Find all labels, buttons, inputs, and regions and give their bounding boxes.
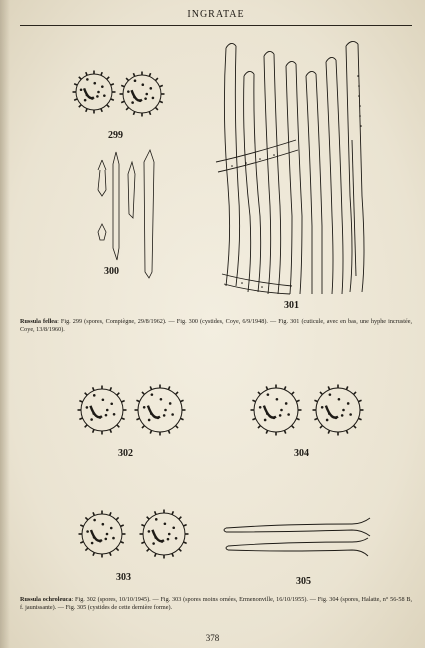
- figure-label-302: 302: [118, 448, 133, 459]
- page-number: 378: [205, 633, 220, 643]
- spore-drawing: [120, 72, 165, 117]
- figure-300-cystidia: [88, 148, 168, 280]
- species-name: Russula ochroleuca: [20, 596, 72, 603]
- figure-label-300: 300: [104, 266, 119, 277]
- figure-label-305: 305: [296, 576, 311, 587]
- figure-label-303: 303: [116, 572, 131, 583]
- figure-305-cystidia: [222, 512, 382, 592]
- species-name: Russula fellea: [20, 318, 58, 325]
- figure-label-299: 299: [108, 130, 123, 141]
- spore-ornament: [135, 385, 186, 436]
- figure-302-spores: [72, 376, 200, 460]
- spore-ornament: [78, 386, 127, 435]
- running-header: INGRATAE: [187, 9, 245, 20]
- figure-304-spores: [246, 380, 376, 460]
- spore-ornament: [313, 385, 364, 436]
- caption-text: : Fig. 299 (spores, Compiègne, 29/8/1962). — Fig. 300 (cystides, Coye, 6/9/1948). — Fig. 301 (cuticule, avec en bas, une hyphe incrustée, Coye, 13/8/1960).: [20, 318, 412, 333]
- caption-text: : Fig. 302 (spores, 10/10/1945). — Fig. 303 (spores moins ornées, Ermenonville, 16/10/1955). — Fig. 304 (spores, Halatte, n° 56-58 B, f. jaunissante). — Fig. 305 (cystides de cette dernière forme).: [20, 596, 412, 611]
- figure-label-304: 304: [294, 448, 309, 459]
- figure-299-spores: [68, 64, 178, 144]
- figure-301-cuticle: [212, 36, 380, 312]
- spore-drawing: [73, 71, 116, 114]
- caption-russula-ochroleuca: [20, 596, 412, 611]
- spore-ornament: [120, 72, 165, 117]
- spore-ornament: [140, 510, 189, 559]
- spore-ornament: [79, 511, 126, 558]
- page-spine-shadow: [0, 0, 10, 648]
- spore-ornament: [251, 385, 302, 436]
- figure-303-spores: [72, 506, 202, 586]
- spore-ornament: [73, 71, 116, 114]
- caption-russula-fellea: [20, 318, 412, 333]
- header-rule: [20, 25, 412, 26]
- figure-label-301: 301: [284, 300, 299, 311]
